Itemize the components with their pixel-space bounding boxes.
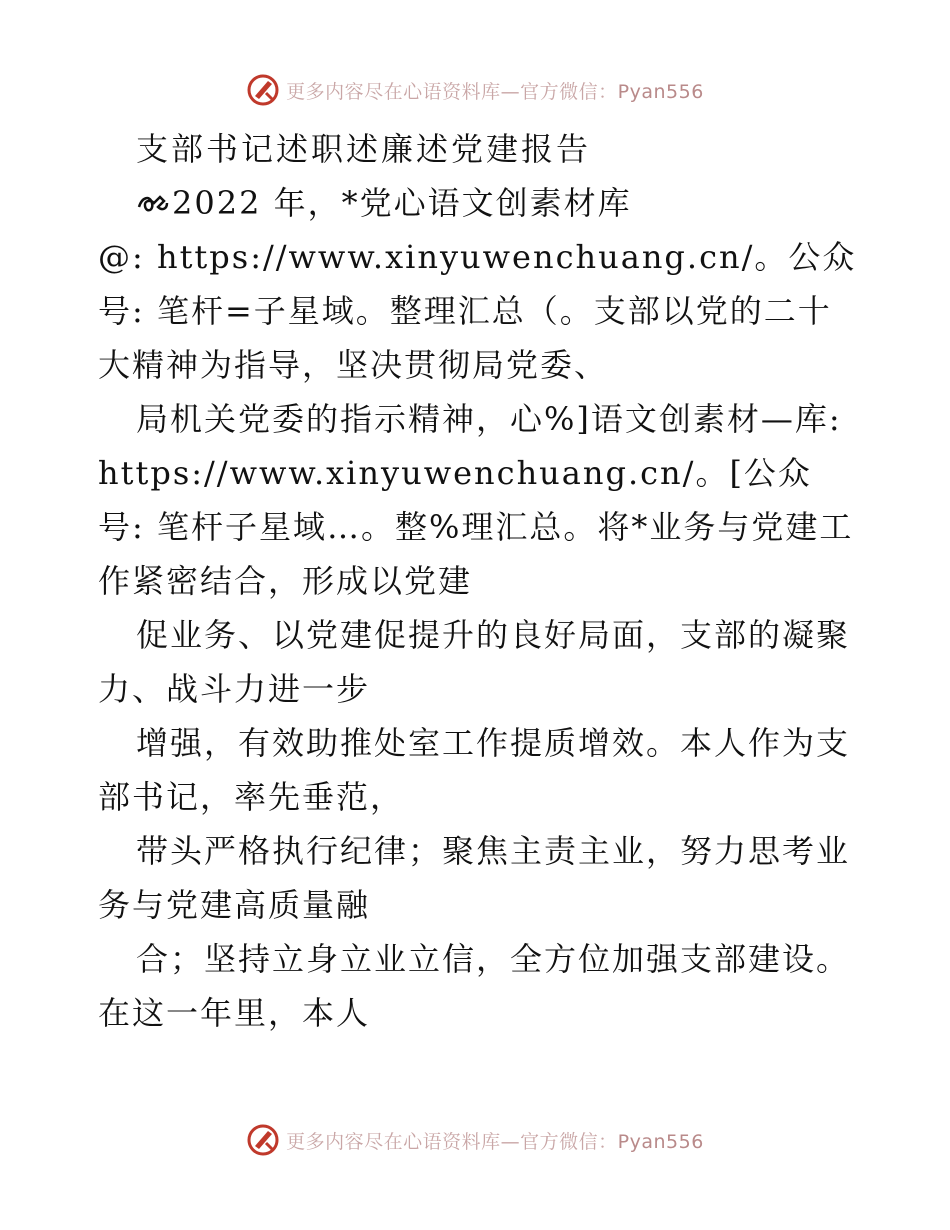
paragraph-body-5: 带头严格执行纪律；聚焦主责主业，努力思考业务与党建高质量融	[98, 832, 851, 924]
paragraph-body-6: 合；坚持立身立业立信，全方位加强支部建设。在这一年里，本人	[98, 940, 851, 1032]
brand-logo-icon	[246, 1123, 280, 1157]
banner-wechat-id: Pyan556	[617, 80, 704, 103]
brand-logo-icon	[246, 73, 280, 107]
paragraph-body-1: @: https://www.xinyuwenchuang.cn/。公众号: 笔杆=子星域。整理汇总（。支部以党的二十大精神为指导，坚决贯彻局党委、	[98, 238, 857, 384]
paragraph-body-2: 局机关党委的指示精神，心%]语文创素材—库: https://www.xinyuwenchuang.cn/。[公众号: 笔杆子星域…。整%理汇总。将*业务与党建工作紧密结合，形成以党建	[98, 400, 854, 600]
paragraph-year	[98, 176, 858, 230]
header-banner	[0, 70, 950, 110]
document-body	[98, 122, 858, 1040]
banner-wechat-id: Pyan556	[617, 1130, 704, 1153]
document-title: 支部书记述职述廉述党建报告	[136, 130, 592, 168]
swirl-glyph-icon	[136, 189, 170, 217]
banner-text: 更多内容尽在心语资料库—官方微信：Pyan556	[286, 1130, 704, 1153]
paragraph-body-3: 促业务、以党建促提升的良好局面，支部的凝聚力、战斗力进一步	[98, 616, 851, 708]
paragraph-year-text: 2022 年，*党心语文创素材库	[172, 184, 632, 222]
banner-text: 更多内容尽在心语资料库—官方微信：Pyan556	[286, 80, 704, 103]
paragraph-body-4: 增强，有效助推处室工作提质增效。本人作为支部书记，率先垂范，	[98, 724, 851, 816]
footer-banner	[0, 1120, 950, 1160]
